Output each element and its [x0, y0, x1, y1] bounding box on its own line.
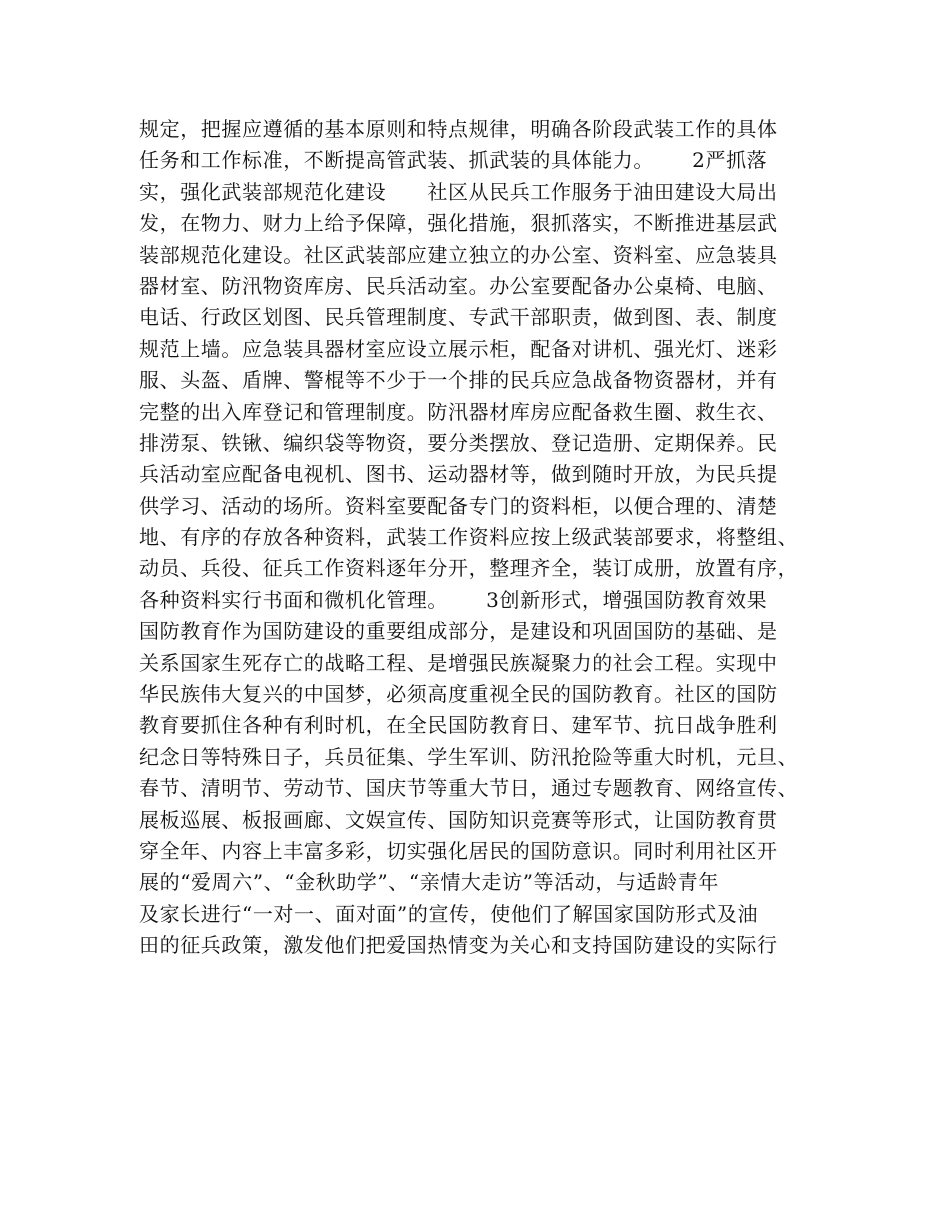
text-line: 规范上墙。应急装具器材室应设立展示柜，配备对讲机、强光灯、迷彩	[139, 336, 778, 361]
text-line: 国防教育作为国防建设的重要组成部分，是建设和巩固国防的基础、是	[139, 619, 778, 644]
text-line: 动员、兵役、征兵工作资料逐年分开，整理齐全，装订成册，放置有序，	[139, 556, 799, 581]
text-line: 任务和工作标准，不断提高管武装、抓武装的具体能力。 2严抓落	[139, 148, 768, 173]
text-line: 华民族伟大复兴的中国梦，必须高度重视全民的国防教育。社区的国防	[139, 682, 778, 707]
text-line: 纪念日等特殊日子，兵员征集、学生军训、防汛抢险等重大时机，元旦、	[139, 744, 799, 769]
text-line: 展的“爱周六”、“金秋助学”、“亲情大走访”等活动，与适龄青年	[139, 870, 719, 895]
text-line: 展板巡展、板报画廊、文娱宣传、国防知识竞赛等形式，让国防教育贯	[139, 807, 778, 832]
text-line: 电话、行政区划图、民兵管理制度、专武干部职责，做到图、表、制度	[139, 305, 778, 330]
text-line: 各种资料实行书面和微机化管理。 3创新形式，增强国防教育效果	[139, 587, 768, 612]
body-text	[139, 114, 819, 962]
text-line: 关系国家生死存亡的战略工程、是增强民族凝聚力的社会工程。实现中	[139, 650, 778, 675]
text-line: 实，强化武装部规范化建设 社区从民兵工作服务于油田建设大局出	[139, 179, 778, 204]
text-line: 装部规范化建设。社区武装部应建立独立的办公室、资料室、应急装具	[139, 242, 778, 267]
text-line: 规定，把握应遵循的基本原则和特点规律，明确各阶段武装工作的具体	[139, 117, 778, 141]
text-line: 地、有序的存放各种资料，武装工作资料应按上级武装部要求，将整组、	[139, 525, 799, 550]
text-line: 供学习、活动的场所。资料室要配备专门的资料柜，以便合理的、清楚	[139, 493, 778, 518]
text-line: 兵活动室应配备电视机、图书、运动器材等，做到随时开放，为民兵提	[139, 462, 778, 487]
text-line: 春节、清明节、劳动节、国庆节等重大节日，通过专题教育、网络宣传、	[139, 776, 799, 801]
text-line: 穿全年、内容上丰富多彩，切实强化居民的国防意识。同时利用社区开	[139, 838, 778, 863]
text-line: 发，在物力、财力上给予保障，强化措施，狠抓落实，不断推进基层武	[139, 211, 778, 236]
text-line: 教育要抓住各种有利时机，在全民国防教育日、建军节、抗日战争胜利	[139, 713, 778, 738]
text-line: 服、头盔、盾牌、警棍等不少于一个排的民兵应急战备物资器材，并有	[139, 368, 778, 393]
text-line: 排涝泵、铁锹、编织袋等物资，要分类摆放、登记造册、定期保养。民	[139, 430, 778, 455]
text-line: 田的征兵政策，激发他们把爱国热情变为关心和支持国防建设的实际行	[139, 933, 778, 958]
text-line: 及家长进行“一对一、面对面”的宣传，使他们了解国家国防形式及油	[139, 901, 759, 926]
text-line: 完整的出入库登记和管理制度。防汛器材库房应配备救生圈、救生衣、	[139, 399, 778, 424]
text-line: 器材室、防汛物资库房、民兵活动室。办公室要配备办公桌椅、电脑、	[139, 273, 778, 298]
